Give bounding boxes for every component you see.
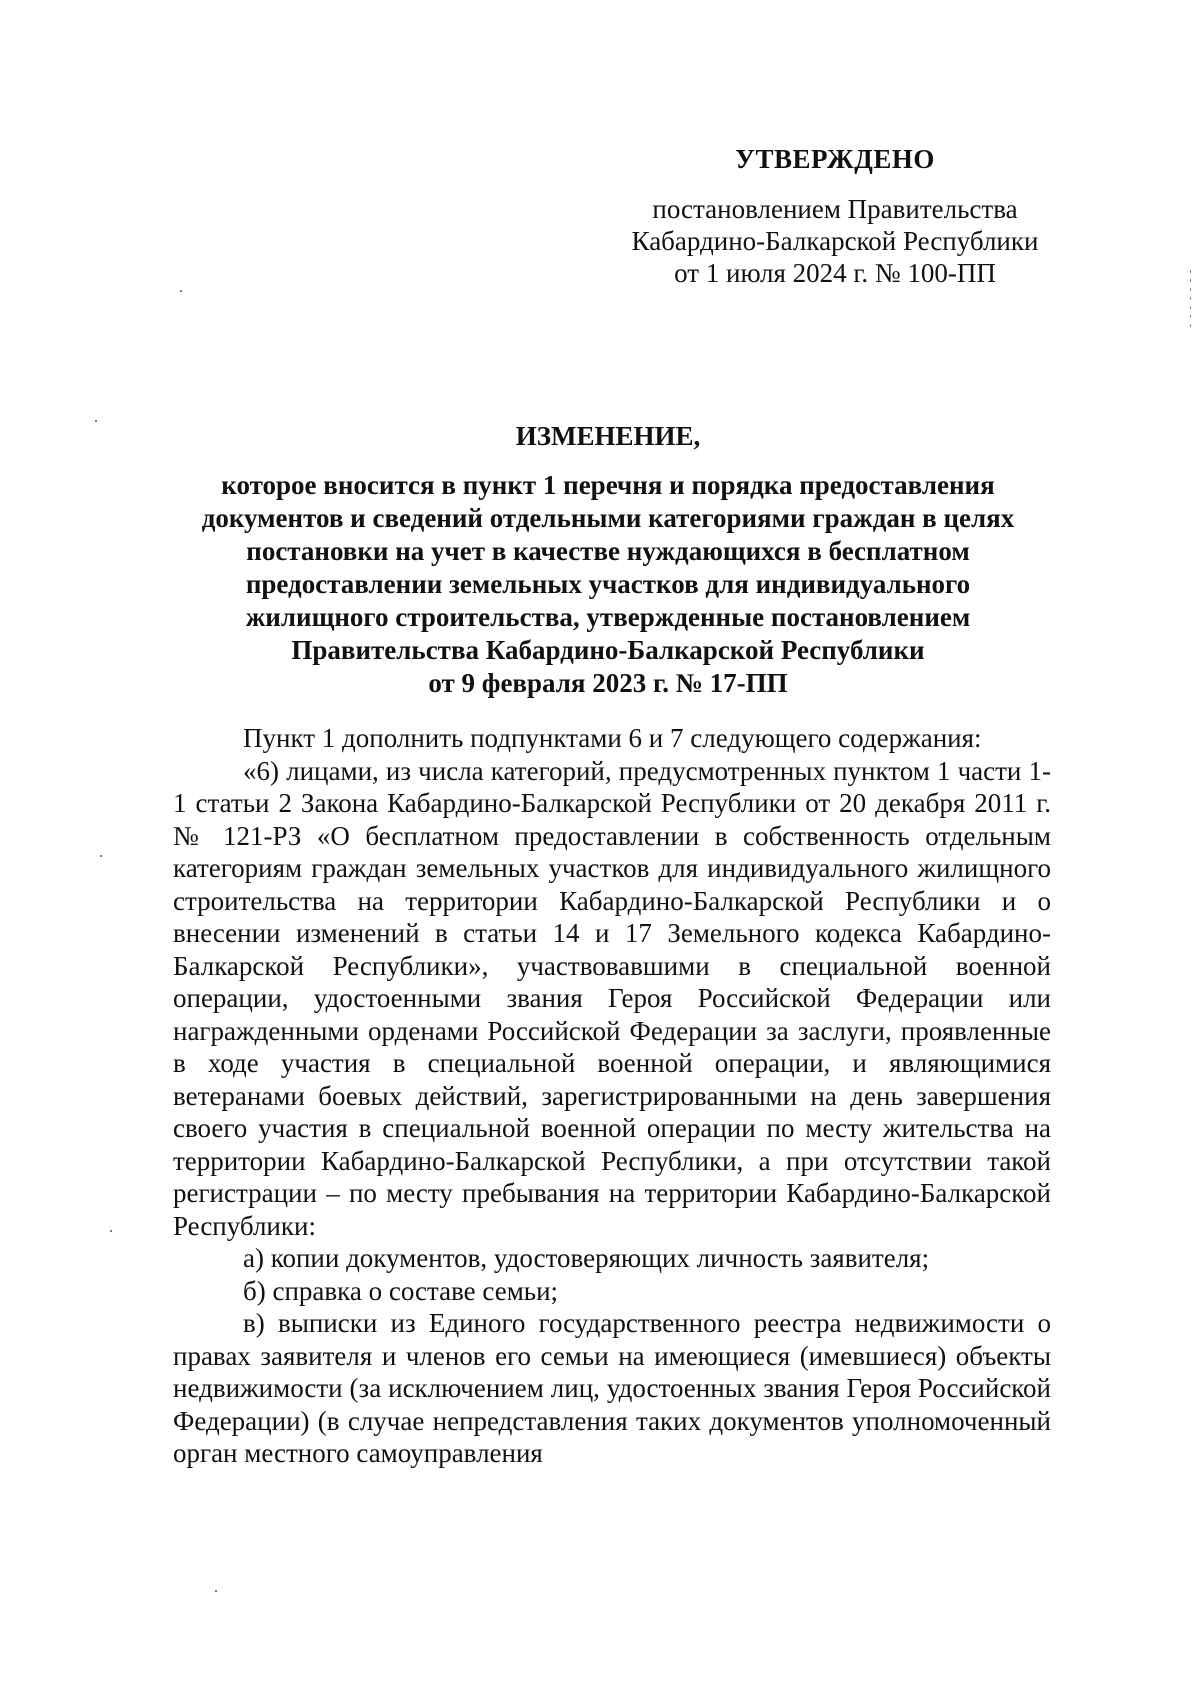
subtitle-line: постановки на учет в качестве нуждающихся в бесплатном [246, 536, 970, 566]
subtitle-line: документов и сведений отдельными категориями граждан в целях [201, 503, 1015, 533]
scan-speck [110, 1230, 112, 1232]
scan-edge-mark [1190, 270, 1191, 330]
approval-line-2: Кабардино-Балкарской Республики [631, 226, 1039, 256]
scan-speck [100, 855, 102, 857]
document-title-block [170, 420, 1046, 700]
document-body [173, 722, 1051, 1470]
approval-stamp [610, 143, 1060, 289]
subtitle-line: Правительства Кабардино-Балкарской Республики [291, 635, 925, 665]
subtitle-line: которое вносится в пункт 1 перечня и порядка предоставления [221, 470, 995, 500]
item-v: в) выписки из Единого государственного реестра недвижимости о правах заявителя и членов его семьи на имеющиеся (имевшиеся) объекты недвижимости (за исключением лиц, удостоенных звания Героя Российской Федерации) (в случае непредставления таких документов уполномоченный орган местного самоуправления [173, 1308, 1051, 1468]
subpoint-6-paragraph: «6) лицами, из числа категорий, предусмотренных пунктом 1 части 1-1 статьи 2 Закона Кабардино-Балкарской Республики от 20 декабря 2011 г. № 121-РЗ «О бесплатном предоставлении в собственность отдельным категориям граждан земельных участков для индивидуального жилищного строительства на территории Кабардино-Балкарской Республики и о внесении изменений в статьи 14 и 17 Земельного кодекса Кабардино-Балкарской Республики», участвовавшими в специальной военной операции, удостоенными звания Героя Российской Федерации или награжденными орденами Российской Федерации за заслуги, проявленные в ходе участия в специальной военной операции, и являющимися ветеранами боевых действий, зарегистрированными на день завершения своего участия в специальной военной операции по месту жительства на территории Кабардино-Балкарской Республики, а при отсутствии такой регистрации – по месту пребывания на территории Кабардино-Балкарской Республики: [173, 755, 1051, 1241]
document-title: ИЗМЕНЕНИЕ, [515, 421, 701, 451]
subtitle-line: от 9 февраля 2023 г. № 17-ПП [428, 668, 788, 698]
scan-speck [95, 420, 97, 422]
approval-line-3: от 1 июля 2024 г. № 100-ПП [674, 258, 996, 288]
approval-heading: УТВЕРЖДЕНО [735, 144, 935, 174]
item-b: б) справка о составе семьи; [243, 1275, 559, 1306]
scan-speck [180, 290, 182, 292]
subtitle-line: предоставлении земельных участков для индивидуального [245, 569, 971, 599]
intro-paragraph: Пункт 1 дополнить подпунктами 6 и 7 следующего содержания: [243, 723, 982, 753]
scan-speck [215, 1590, 217, 1592]
subtitle-line: жилищного строительства, утвержденные постановлением [245, 602, 971, 632]
approval-line-1: постановлением Правительства [652, 194, 1018, 224]
item-a: а) копии документов, удостоверяющих личность заявителя; [243, 1243, 930, 1273]
